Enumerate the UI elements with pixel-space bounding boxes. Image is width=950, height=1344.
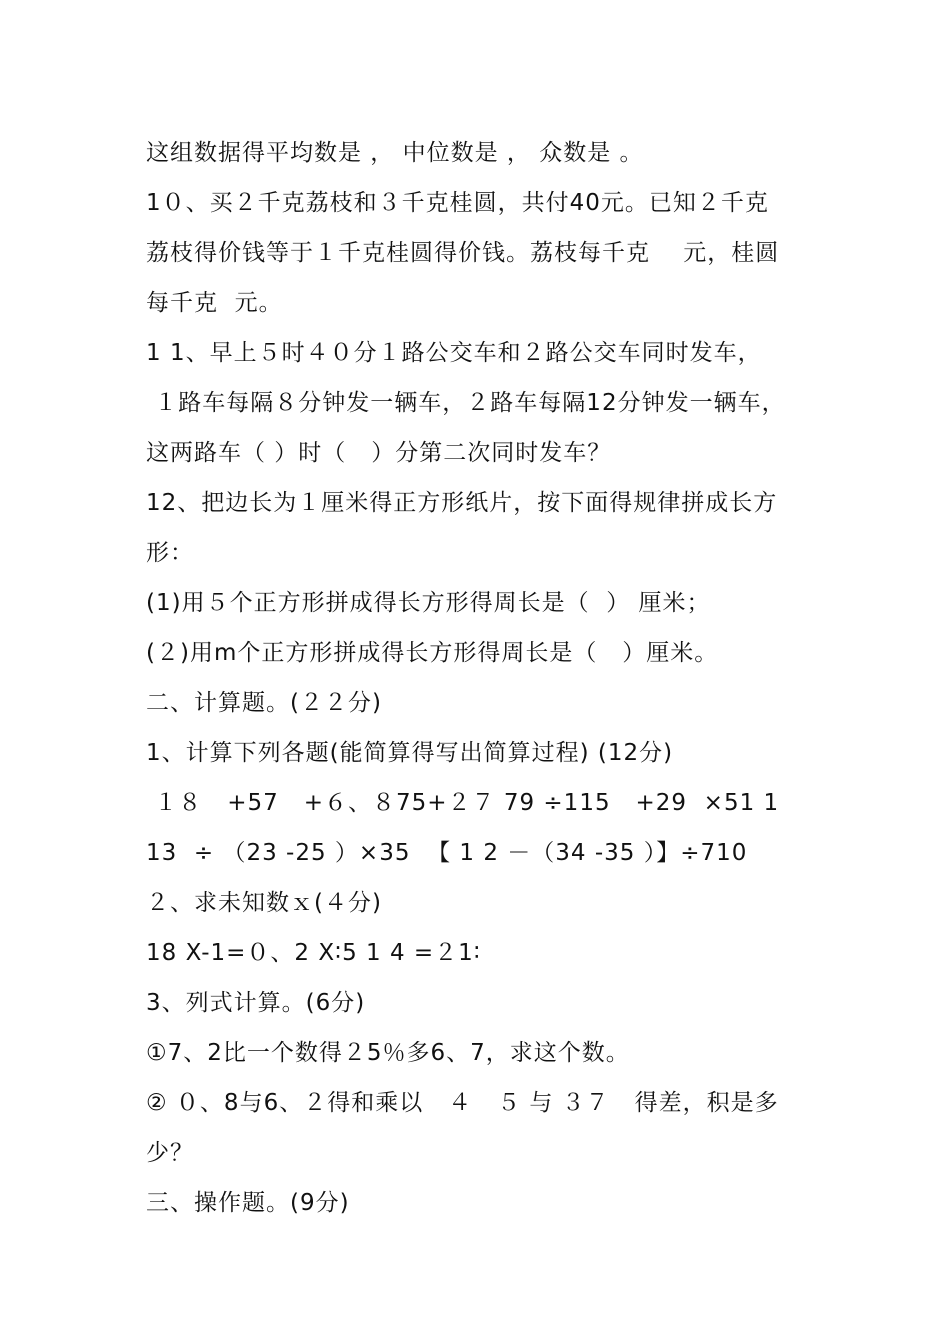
section-heading-calculation: 二、计算题。(２２分) bbox=[146, 690, 382, 716]
text-line-q10: 1０、买２千克荔枝和３千克桂圆，共付40元。已知２千克 bbox=[146, 190, 769, 216]
text-line-calc-3-item2-cont: 少？ bbox=[146, 1140, 194, 1166]
text-line-calc-2-expr: 18 X-1=０、2 X∶5 1 4 =２1∶ bbox=[146, 940, 481, 966]
text-line-q12-part2: (２)用m个正方形拼成得长方形得周长是（ ）厘米。 bbox=[146, 640, 719, 666]
document-body bbox=[146, 128, 826, 1228]
text-line-calc-2: ２、求未知数ｘ(４分) bbox=[146, 890, 382, 916]
text-line-calc-3-item1: ①7、2比一个数得２5％多6、7，求这个数。 bbox=[146, 1040, 630, 1066]
text-line-q12: 12、把边长为１厘米得正方形纸片，按下面得规律拼成长方 bbox=[146, 490, 778, 516]
text-line-q12-part1: (1)用５个正方形拼成得长方形得周长是（ ） 厘米； bbox=[146, 590, 711, 616]
text-line-q11-end: 这两路车（ ）时（ ）分第二次同时发车？ bbox=[146, 440, 612, 466]
text-line-q11: 1 1、早上５时４０分１路公交车和２路公交车同时发车， bbox=[146, 340, 762, 366]
text-line-q11-cont: １路车每隔８分钟发一辆车，２路车每隔12分钟发一辆车， bbox=[146, 390, 786, 416]
text-line-calc-1-expr-a: １８ +57 +６、８75+２７ 79 ÷115 +29 ×51 1 bbox=[146, 790, 780, 816]
text-line-q10-end: 每千克 元。 bbox=[146, 290, 283, 316]
section-heading-operation: 三、操作题。(9分) bbox=[146, 1190, 350, 1216]
text-line-calc-3: 3、列式计算。(6分) bbox=[146, 990, 366, 1016]
text-line-calc-3-item2: ② ０、8与6、２得和乘以 ４ ５ 与 ３７ 得差，积是多 bbox=[146, 1090, 779, 1116]
text-line-stats-question: 这组数据得平均数是 ， 中位数是 ， 众数是 。 bbox=[146, 140, 644, 166]
text-line-calc-1: 1、计算下列各题(能简算得写出简算过程) (12分) bbox=[146, 740, 674, 766]
text-line-calc-1-expr-b: 13 ÷ （23 -25 ）×35 【 1 2 －（34 -35 ）】÷710 bbox=[146, 840, 748, 866]
text-line-q10-cont: 荔枝得价钱等于１千克桂圆得价钱。荔枝每千克 元，桂圆 bbox=[146, 240, 780, 266]
text-line-q12-cont: 形： bbox=[146, 540, 194, 566]
